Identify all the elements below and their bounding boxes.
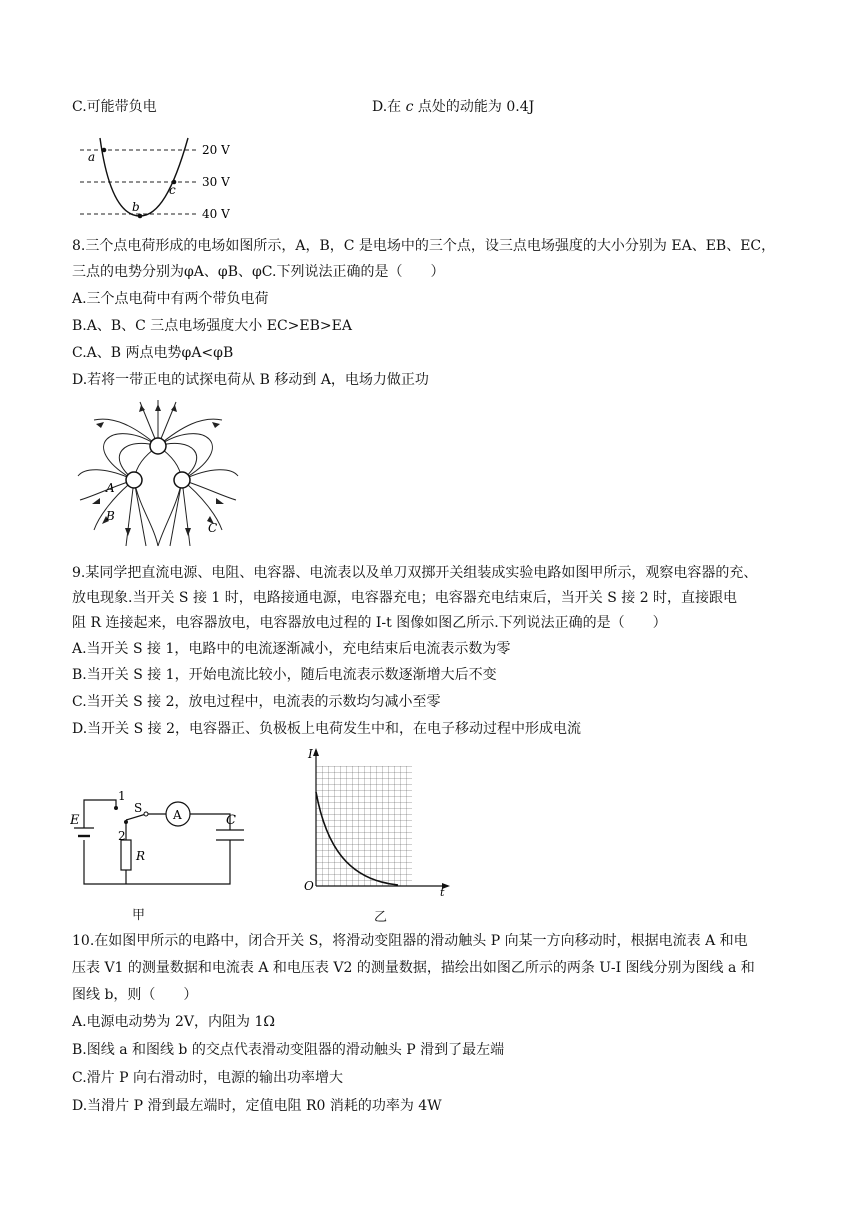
q9-option-d: D.当开关 S 接 2，电容器正、负极板上电荷发生中和，在电子移动过程中形成电流 [72, 721, 582, 737]
q8-option-d: D.若将一带正电的试探电荷从 B 移动到 A，电场力做正功 [72, 372, 429, 388]
resistor-r-label: R [136, 849, 146, 863]
caption-yi: 乙 [374, 910, 388, 925]
q9-stem-line3: 阻 R 连接起来，电容器放电，电容器放电过程的 I-t 图像如图乙所示.下列说法正确的是（ ） [72, 615, 667, 631]
q7-option-c: C.可能带负电 [72, 99, 157, 115]
point-a-label: a [88, 150, 96, 164]
axis-t-label: t [440, 886, 445, 896]
q9-option-c: C.当开关 S 接 2，放电过程中，电流表的示数均匀减小至零 [72, 694, 441, 710]
point-c-label: C [208, 521, 218, 535]
q8-option-b: B.A、B、C 三点电场强度大小 EC>EB>EA [72, 318, 352, 334]
q8-stem-line2: 三点的电势分别为φA、φB、φC.下列说法正确的是（ ） [72, 264, 445, 280]
point-c-label: c [169, 183, 176, 197]
q7-option-d: D.在 c 点处的动能为 0.4J [372, 99, 535, 115]
q7-figure [78, 136, 248, 224]
terminal-1-label: 1 [118, 789, 126, 803]
point-a-label: A [106, 481, 115, 495]
q8-electric-field-figure [74, 396, 242, 552]
q10-option-b: B.图线 a 和图线 b 的交点代表滑动变阻器的滑动触头 P 滑到了最左端 [72, 1042, 505, 1058]
q10-option-a: A.电源电动势为 2V，内阻为 1Ω [72, 1014, 275, 1030]
q8-stem-line1: 8.三个点电荷形成的电场如图所示，A，B，C 是电场中的三个点，设三点电场强度的大小分别为 EA、EB、EC， [72, 238, 776, 254]
q9-stem-line1: 9.某同学把直流电源、电阻、电容器、电流表以及单刀双掷开关组装成实验电路如图甲所示，观察电容器的充、 [72, 565, 758, 581]
potential-30v-label: 30 V [202, 175, 230, 189]
q9-stem-line2: 放电现象.当开关 S 接 1 时，电路接通电源，电容器充电；电容器充电结束后，当开关 S 接 2 时，直接跟电 [72, 590, 738, 606]
q10-stem-line1: 10.在如图甲所示的电路中，闭合开关 S，将滑动变阻器的滑动触头 P 向某一方向移动时，根据电流表 A 和电 [72, 933, 748, 949]
switch-s-label: S [134, 801, 143, 815]
ammeter-a-label: A [173, 808, 182, 822]
left-charge [126, 472, 142, 488]
q10-stem-line2: 压表 V1 的测量数据和电流表 A 和电压表 V2 的测量数据，描绘出如图乙所示的两条 U-I 图线分别为图线 a 和 [72, 960, 755, 976]
q10-option-d: D.当滑片 P 滑到最左端时，定值电阻 R0 消耗的功率为 4W [72, 1098, 442, 1114]
point-b-label: b [132, 200, 140, 214]
capacitor-c-label: C [226, 813, 236, 828]
q8-option-a: A.三个点电荷中有两个带负电荷 [72, 291, 269, 307]
q9-option-a: A.当开关 S 接 1，电路中的电流逐渐减小，充电结束后电流表示数为零 [72, 641, 511, 657]
terminal-2-label: 2 [118, 829, 126, 843]
point-b-label: B [106, 509, 115, 523]
q9-option-b: B.当开关 S 接 1，开始电流比较小，随后电流表示数逐渐增大后不变 [72, 667, 497, 683]
top-charge [150, 438, 166, 454]
potential-40v-label: 40 V [202, 207, 230, 221]
q10-option-c: C.滑片 P 向右滑动时，电源的输出功率增大 [72, 1070, 343, 1086]
source-e-label: E [70, 813, 80, 828]
right-charge [174, 472, 190, 488]
q10-stem-line3: 图线 b，则（ ） [72, 987, 198, 1003]
axis-i-label: I [308, 747, 313, 761]
q9-it-graph-yi [298, 746, 454, 896]
q8-option-c: C.A、B 两点电势φA<φB [72, 345, 234, 361]
origin-o-label: O [304, 879, 314, 893]
caption-jia: 甲 [132, 908, 146, 923]
q9-circuit-figure-jia [70, 760, 250, 890]
potential-20v-label: 20 V [202, 143, 230, 157]
